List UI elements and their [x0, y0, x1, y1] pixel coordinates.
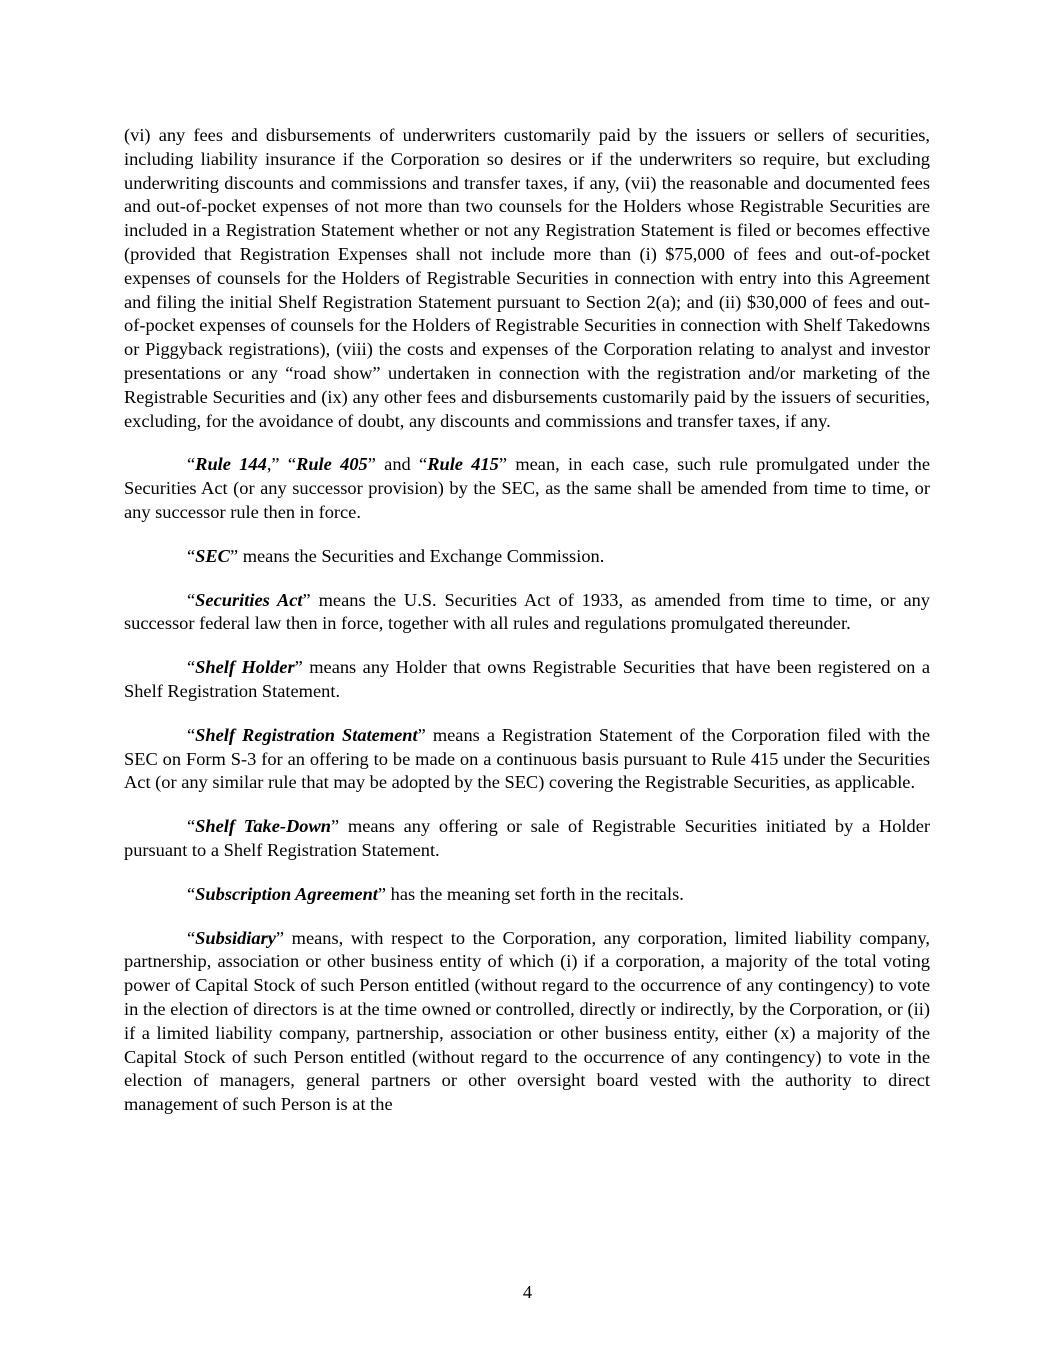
quote-separator: ,” “	[266, 454, 297, 475]
defined-term-shelf-registration-statement: Shelf Registration Statement	[195, 724, 418, 745]
defined-term-subsidiary: Subsidiary	[195, 927, 276, 948]
defined-term-subscription-agreement: Subscription Agreement	[195, 883, 378, 904]
defined-term-sec: SEC	[195, 545, 230, 566]
defined-term-shelf-holder: Shelf Holder	[195, 657, 295, 678]
definition-text: ” means any Holder that owns Registrable Securities that have been registered on a Shelf Registration Statement.	[124, 657, 930, 701]
definition-rule-144-405-415	[124, 453, 930, 524]
definition-securities-act	[124, 589, 930, 637]
quote-open: “	[187, 883, 196, 904]
defined-term-shelf-take-down: Shelf Take-Down	[195, 816, 331, 837]
definition-shelf-holder	[124, 656, 930, 704]
quote-open: “	[187, 589, 196, 610]
page-number: 4	[522, 1282, 533, 1302]
definition-text: ” means a Registration Statement of the Corporation filed with the SEC on Form S-3 for an offering to be made on a continuous basis pursuant to Rule 415 under the Securities Act (or any similar rule that may be adopted by the SEC) covering the Registrable Securities, as applicable.	[124, 724, 931, 793]
quote-open: “	[187, 816, 196, 837]
definition-shelf-registration-statement	[124, 724, 930, 795]
definition-text: ” means the Securities and Exchange Commission.	[229, 545, 605, 566]
defined-term-rule-415: Rule 415	[427, 454, 499, 475]
continuation-paragraph: (vi) any fees and disbursements of underwriters customarily paid by the issuers or sellers of securities, including liability insurance if the Corporation so desires or if the underwriters so require, but excluding underwriting discounts and commissions and transfer taxes, if any, (vii) the reasonable and documented fees and out-of-pocket expenses of not more than two counsels for the Holders whose Registrable Securities are included in a Registration Statement whether or not any Registration Statement is filed or becomes effective (provided that Registration Expenses shall not include more than (i) $75,000 of fees and out-of-pocket expenses of counsels for the Holders of Registrable Securities in connection with entry into this Agreement and filing the initial Shelf Registration Statement pursuant to Section 2(a); and (ii) $30,000 of fees and out-of-pocket expenses of counsels for the Holders of Registrable Securities in connection with Shelf Takedowns or Piggyback registrations), (viii) the costs and expenses of the Corporation relating to analyst and investor presentations or any “road show” undertaken in connection with the registration and/or marketing of the Registrable Securities and (ix) any other fees and disbursements customarily paid by the issuers of securities, excluding, for the avoidance of doubt, any discounts and commissions and transfer taxes, if any.	[124, 125, 930, 431]
definition-text: ” means any offering or sale of Registrable Securities initiated by a Holder pursuant to a Shelf Registration Statement.	[124, 816, 930, 860]
quote-open: “	[187, 545, 196, 566]
definition-text: ” mean, in each case, such rule promulgated under the Securities Act (or any successor provision) by the SEC, as the same shall be amended from time to time, or any successor rule then in force.	[124, 454, 930, 522]
quote-open: “	[187, 927, 196, 948]
definition-text: ” means the U.S. Securities Act of 1933, as amended from time to time, or any successor federal law then in force, together with all rules and regulations promulgated thereunder.	[124, 589, 931, 634]
definition-text: ” means, with respect to the Corporation, any corporation, limited liability company, partnership, association or other business entity of which (i) if a corporation, a majority of the total voting power of Capital Stock of such Person entitled (without regard to the occurrence of any contingency) to vote in the election of directors is at the time owned or controlled, directly or indirectly, by the Corporation, or (ii) if a limited liability company, partnership, association or other business entity, either (x) a majority of the Capital Stock of such Person entitled (without regard to the occurrence of any contingency) to vote in the election of managers, general partners or other oversight board vested with the authority to direct management of such Person is at the	[124, 927, 930, 1115]
quote-separator: ” and “	[367, 454, 428, 475]
defined-term-rule-144: Rule 144	[195, 454, 267, 475]
quote-open: “	[187, 454, 196, 475]
document-page	[124, 124, 930, 1137]
quote-open: “	[187, 724, 196, 745]
definition-shelf-take-down	[124, 815, 930, 863]
quote-open: “	[187, 657, 196, 678]
definition-text: ” has the meaning set forth in the recitals.	[377, 883, 684, 904]
definition-subscription-agreement	[124, 883, 930, 907]
definition-sec	[124, 545, 930, 569]
defined-term-rule-405: Rule 405	[296, 454, 368, 475]
defined-term-securities-act: Securities Act	[195, 589, 303, 610]
definition-subsidiary	[124, 927, 930, 1117]
